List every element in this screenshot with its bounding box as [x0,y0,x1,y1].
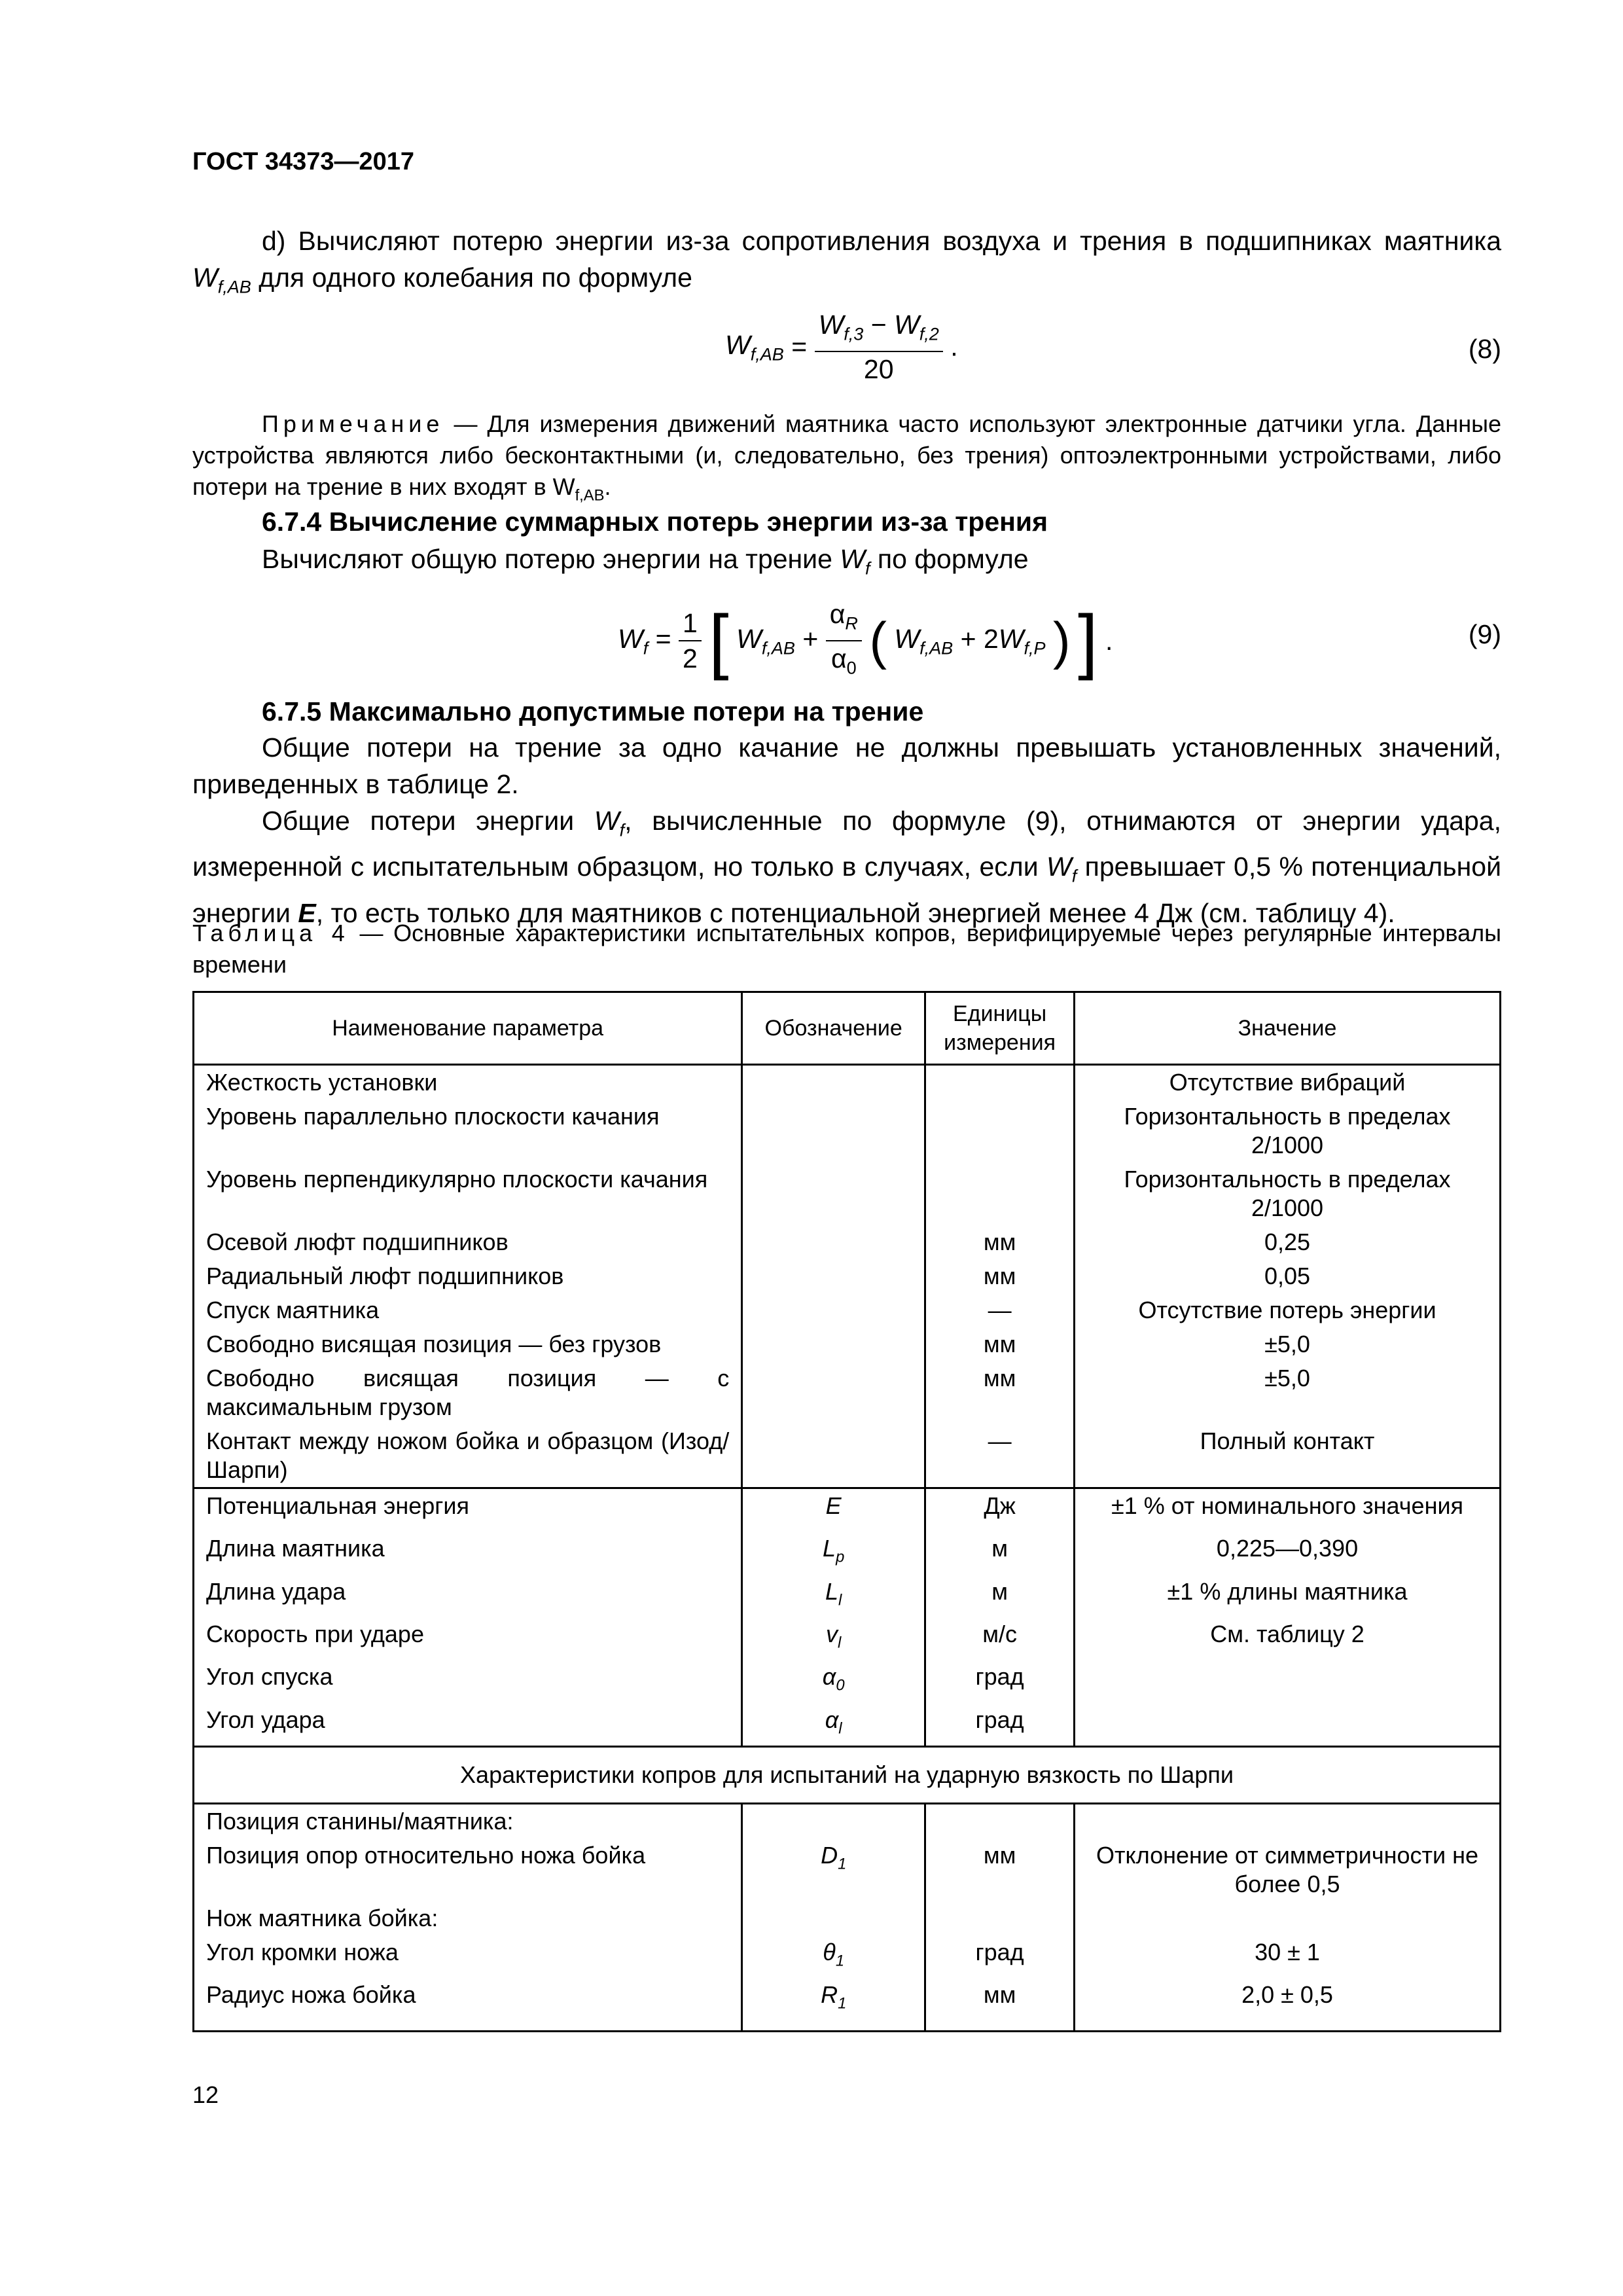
param-unit [925,1901,1075,1935]
param-symbol [742,1100,925,1162]
param-symbol [742,1839,925,1901]
table-row [194,1532,1501,1574]
symbol-sub: l [838,1719,842,1737]
param-symbol [742,1803,925,1839]
param-unit: — [925,1424,1075,1488]
param-unit: м/с [925,1617,1075,1660]
symbol-base: L [825,1577,839,1605]
param-symbol [742,1162,925,1225]
table-row [194,1575,1501,1617]
param-value: Полный контакт [1075,1424,1501,1488]
param-name: Уровень параллельно плоскости качания [194,1100,742,1162]
table-row-charpy-title: Характеристики копров для испытаний на ударную вязкость по Шарпи [194,1746,1501,1803]
param-unit: мм [925,1978,1075,2031]
table-header-row [194,992,1501,1065]
param-value: 2,0 ± 0,5 [1075,1978,1501,2031]
section-6-7-4-text: Вычисляют общую потерю энергии на трение $W_f$ по формуле [262,544,1029,579]
param-unit [925,1162,1075,1225]
formula-8: $W_{f,AB}$ = $\frac{W_{f,3} - W_{f,2}}{20}$ . [725,308,958,386]
note: Примечание — Для измерения движений маятника часто используют электронные датчики угла. Данные устройства являются либо бесконтактными (и, следовательно, без трения) оптоэлектронными устройствами, либо потери на трение в них входят в $W_{f,AB}$. [192,410,1501,505]
param-value [1075,1703,1501,1747]
param-name: Длина удара [194,1575,742,1617]
symbol-base: E [825,1492,842,1519]
symbol-sub: p [836,1548,845,1566]
table-row [194,1978,1501,2031]
param-name: Радиус ножа бойка [194,1978,742,2031]
param-unit [925,1065,1075,1100]
table-group-pendulum [194,1488,1501,1747]
param-name: Уровень перпендикулярно плоскости качания [194,1162,742,1225]
section-6-7-5-p2: Общие потери энергии $W_f$, вычисленные по формуле (9), отнимаются от энергии удара, измеренной с испытательным образцом, но только в случаях, если $W_f$ превышает 0,5 % потенциальной энергии E, то есть только для маятников с потенциальной энергией менее 4 Дж (см. таблицу 4). [192,806,1501,928]
table-row [194,1162,1501,1225]
characteristics-table [192,991,1501,2032]
symbol-base: α [822,1663,836,1691]
param-unit: — [925,1293,1075,1327]
symbol-sub: 1 [838,1855,847,1873]
table-group-general [194,1065,1501,1488]
param-unit: град [925,1935,1075,1978]
table-row [194,1065,1501,1100]
param-value: Отсутствие потерь энергии [1075,1293,1501,1327]
param-unit: мм [925,1225,1075,1259]
param-name: Радиальный люфт подшипников [194,1259,742,1293]
col-header-unit: Единицы измерения [925,992,1075,1065]
param-symbol [742,1901,925,1935]
document-header: ГОСТ 34373—2017 [192,148,415,175]
table-row [194,1703,1501,1747]
table-row [194,1839,1501,1901]
param-unit: град [925,1703,1075,1747]
param-symbol [742,1660,925,1702]
paragraph-d: d) Вычисляют потерю энергии из-за сопротивления воздуха и трения в подшипниках маятника $W_{f,AB}$ для одного колебания по формуле [192,226,1501,297]
param-value: 0,225—0,390 [1075,1532,1501,1574]
table-row [194,1424,1501,1488]
param-symbol [742,1293,925,1327]
table-row [194,1259,1501,1293]
param-unit: мм [925,1327,1075,1361]
param-name: Позиция станины/маятника: [194,1803,742,1839]
param-name: Позиция опор относительно ножа бойка [194,1839,742,1901]
param-name: Жесткость установки [194,1065,742,1100]
param-unit: мм [925,1259,1075,1293]
param-unit: м [925,1575,1075,1617]
symbol-sub: l [838,1634,842,1652]
section-6-7-5-heading: 6.7.5 Максимально допустимые потери на трение [262,696,924,726]
param-value: Горизонтальность в пределах 2/1000 [1075,1162,1501,1225]
param-value [1075,1660,1501,1702]
param-value: ±5,0 [1075,1361,1501,1424]
param-name: Угол кромки ножа [194,1935,742,1978]
param-value [1075,1803,1501,1839]
param-symbol [742,1259,925,1293]
param-value: Горизонтальность в пределах 2/1000 [1075,1100,1501,1162]
param-unit: мм [925,1839,1075,1901]
param-value: ±5,0 [1075,1327,1501,1361]
param-symbol [742,1488,925,1532]
param-unit [925,1803,1075,1839]
param-value: 0,25 [1075,1225,1501,1259]
symbol-sub: 1 [835,1952,845,1970]
table-row [194,1488,1501,1532]
col-header-symbol: Обозначение [742,992,925,1065]
param-name: Нож маятника бойка: [194,1901,742,1935]
param-value: ±1 % от номинального значения [1075,1488,1501,1532]
formula-9-number: (9) [1468,619,1501,649]
param-value: 30 ± 1 [1075,1935,1501,1978]
param-symbol [742,1617,925,1660]
param-value: Отсутствие вибраций [1075,1065,1501,1100]
symbol-base: L [823,1535,836,1562]
param-value: 0,05 [1075,1259,1501,1293]
formula-8-fraction: $\frac{W_{f,3} - W_{f,2}}{20}$ [815,308,943,386]
table-row [194,1327,1501,1361]
param-unit: мм [925,1361,1075,1424]
param-symbol [742,1327,925,1361]
param-symbol [742,1575,925,1617]
table-row [194,1225,1501,1259]
param-name: Спуск маятника [194,1293,742,1327]
symbol-base: α [825,1706,839,1733]
page-number: 12 [192,2081,219,2108]
param-value: См. таблицу 2 [1075,1617,1501,1660]
symbol-sub: 0 [836,1676,845,1695]
col-header-name: Наименование параметра [194,992,742,1065]
param-name: Свободно висящая позиция — с максимальным грузом [194,1361,742,1424]
param-unit: Дж [925,1488,1075,1532]
param-value [1075,1901,1501,1935]
param-name: Угол спуска [194,1660,742,1702]
param-symbol [742,1532,925,1574]
param-name: Угол удара [194,1703,742,1747]
param-symbol [742,1935,925,1978]
table-group-charpy [194,1803,1501,2031]
table-row [194,1100,1501,1162]
section-6-7-5-p1: Общие потери на трение за одно качание не должны превышать установленных значений, приведенных в таблице 2. [192,732,1501,799]
param-symbol [742,1361,925,1424]
table-row [194,1361,1501,1424]
formula-9: $W_f$ = $\frac{1}{2}$ [ $W_{f,AB}$ + $\frac{\alpha_R}{\alpha_0}$ ( $W_{f,AB} + 2W_{f,P}$ ) ] . [618,597,1113,685]
table-row [194,1803,1501,1839]
param-name: Скорость при ударе [194,1617,742,1660]
symbol-base: θ [823,1938,836,1965]
param-symbol [742,1065,925,1100]
param-symbol [742,1225,925,1259]
param-value: ±1 % длины маятника [1075,1575,1501,1617]
param-value: Отклонение от симметричности не более 0,5 [1075,1839,1501,1901]
table-row [194,1935,1501,1978]
symbol-base: D [821,1841,838,1869]
param-name: Свободно висящая позиция — без грузов [194,1327,742,1361]
table-caption: Таблица 4 — Основные характеристики испытательных копров, верифицируемые через регулярные интервалы времени [192,920,1501,978]
param-symbol [742,1703,925,1747]
table-row [194,1293,1501,1327]
param-name: Потенциальная энергия [194,1488,742,1532]
table-row [194,1660,1501,1702]
table-row [194,1617,1501,1660]
param-name: Длина маятника [194,1532,742,1574]
symbol-sub: 1 [838,1994,847,2013]
param-symbol [742,1424,925,1488]
param-unit: град [925,1660,1075,1702]
param-unit: м [925,1532,1075,1574]
symbol-base: R [821,1981,838,2009]
param-unit [925,1100,1075,1162]
table-row [194,1901,1501,1935]
section-6-7-4-heading: 6.7.4 Вычисление суммарных потерь энергии из-за трения [262,507,1048,537]
param-symbol [742,1978,925,2031]
param-name: Осевой люфт подшипников [194,1225,742,1259]
formula-8-number: (8) [1468,334,1501,364]
col-header-value: Значение [1075,992,1501,1065]
symbol-base: v [826,1620,838,1647]
param-name: Контакт между ножом бойка и образцом (Изод/Шарпи) [194,1424,742,1488]
symbol-sub: l [838,1590,842,1609]
